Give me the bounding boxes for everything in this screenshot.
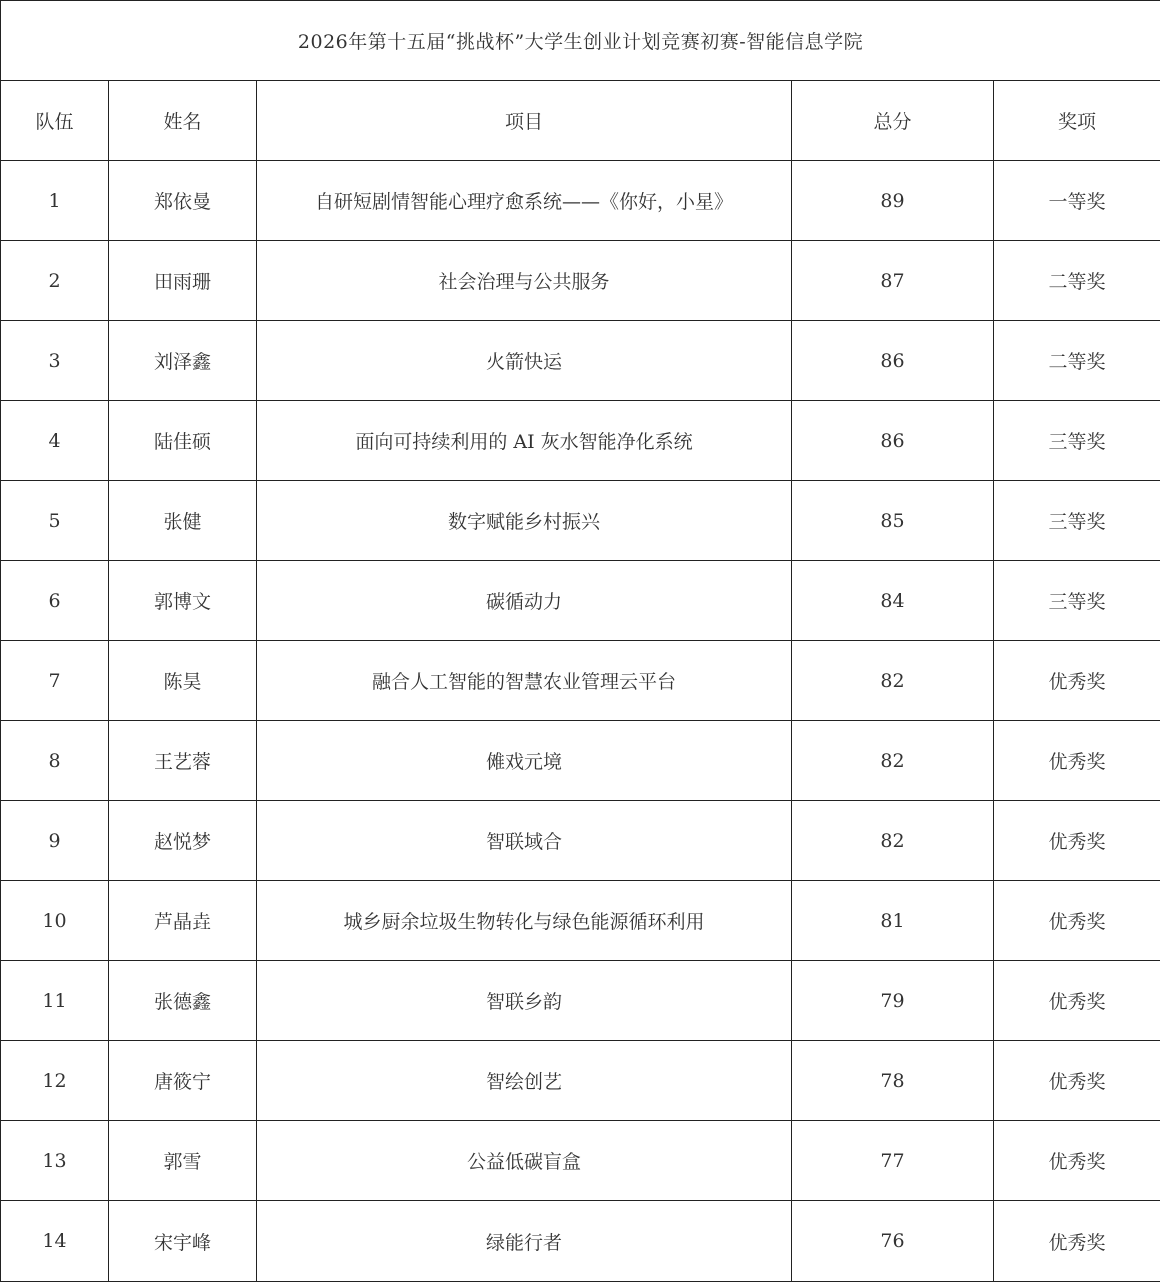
cell-name: 张德鑫	[109, 961, 257, 1041]
cell-name: 赵悦梦	[109, 801, 257, 881]
cell-team: 13	[1, 1121, 109, 1201]
table-row	[1, 241, 1160, 321]
cell-name: 陆佳硕	[109, 401, 257, 481]
cell-project: 火箭快运	[257, 321, 792, 401]
table-row	[1, 481, 1160, 561]
cell-award: 二等奖	[994, 321, 1160, 401]
cell-team: 14	[1, 1201, 109, 1282]
cell-score: 86	[792, 321, 994, 401]
cell-project: 城乡厨余垃圾生物转化与绿色能源循环利用	[257, 881, 792, 961]
cell-award: 三等奖	[994, 481, 1160, 561]
table-row	[1, 1041, 1160, 1121]
cell-team: 7	[1, 641, 109, 721]
cell-award: 三等奖	[994, 561, 1160, 641]
cell-score: 78	[792, 1041, 994, 1121]
table-row	[1, 1121, 1160, 1201]
cell-name: 王艺蓉	[109, 721, 257, 801]
cell-project: 数字赋能乡村振兴	[257, 481, 792, 561]
cell-project: 智绘创艺	[257, 1041, 792, 1121]
cell-project: 智联乡韵	[257, 961, 792, 1041]
cell-award: 优秀奖	[994, 1041, 1160, 1121]
cell-project: 公益低碳盲盒	[257, 1121, 792, 1201]
cell-project: 碳循动力	[257, 561, 792, 641]
cell-score: 85	[792, 481, 994, 561]
cell-name: 宋宇峰	[109, 1201, 257, 1282]
cell-project: 社会治理与公共服务	[257, 241, 792, 321]
cell-name: 陈昊	[109, 641, 257, 721]
cell-score: 84	[792, 561, 994, 641]
header-project: 项目	[257, 81, 792, 161]
cell-name: 刘泽鑫	[109, 321, 257, 401]
cell-score: 82	[792, 641, 994, 721]
cell-team: 12	[1, 1041, 109, 1121]
table-row	[1, 641, 1160, 721]
cell-project: 绿能行者	[257, 1201, 792, 1282]
table-row	[1, 561, 1160, 641]
cell-award: 优秀奖	[994, 641, 1160, 721]
cell-project: 智联域合	[257, 801, 792, 881]
cell-score: 77	[792, 1121, 994, 1201]
cell-score: 79	[792, 961, 994, 1041]
cell-project: 自研短剧情智能心理疗愈系统——《你好，小星》	[257, 161, 792, 241]
table-row	[1, 401, 1160, 481]
cell-score: 82	[792, 721, 994, 801]
header-name: 姓名	[109, 81, 257, 161]
cell-name: 郭博文	[109, 561, 257, 641]
cell-award: 优秀奖	[994, 1121, 1160, 1201]
cell-name: 郑依曼	[109, 161, 257, 241]
cell-team: 11	[1, 961, 109, 1041]
cell-team: 3	[1, 321, 109, 401]
cell-team: 8	[1, 721, 109, 801]
cell-name: 唐筱宁	[109, 1041, 257, 1121]
cell-team: 6	[1, 561, 109, 641]
table-row	[1, 1201, 1160, 1282]
cell-award: 优秀奖	[994, 721, 1160, 801]
header-row	[1, 81, 1160, 161]
cell-team: 2	[1, 241, 109, 321]
table-title: 2026年第十五届“挑战杯”大学生创业计划竞赛初赛-智能信息学院	[1, 1, 1160, 81]
cell-award: 优秀奖	[994, 801, 1160, 881]
cell-project: 傩戏元境	[257, 721, 792, 801]
cell-team: 5	[1, 481, 109, 561]
cell-project: 融合人工智能的智慧农业管理云平台	[257, 641, 792, 721]
cell-team: 4	[1, 401, 109, 481]
cell-name: 田雨珊	[109, 241, 257, 321]
cell-award: 优秀奖	[994, 881, 1160, 961]
cell-score: 76	[792, 1201, 994, 1282]
cell-award: 三等奖	[994, 401, 1160, 481]
cell-name: 张健	[109, 481, 257, 561]
header-award: 奖项	[994, 81, 1160, 161]
table-row	[1, 321, 1160, 401]
cell-team: 1	[1, 161, 109, 241]
table-row	[1, 801, 1160, 881]
cell-team: 10	[1, 881, 109, 961]
table-row	[1, 161, 1160, 241]
table-row	[1, 881, 1160, 961]
cell-team: 9	[1, 801, 109, 881]
cell-score: 87	[792, 241, 994, 321]
cell-award: 优秀奖	[994, 1201, 1160, 1282]
cell-score: 81	[792, 881, 994, 961]
cell-name: 郭雪	[109, 1121, 257, 1201]
header-score: 总分	[792, 81, 994, 161]
table-row	[1, 721, 1160, 801]
cell-score: 82	[792, 801, 994, 881]
table-row	[1, 961, 1160, 1041]
cell-award: 二等奖	[994, 241, 1160, 321]
cell-name: 芦晶垚	[109, 881, 257, 961]
cell-project: 面向可持续利用的 AI 灰水智能净化系统	[257, 401, 792, 481]
cell-award: 优秀奖	[994, 961, 1160, 1041]
cell-score: 86	[792, 401, 994, 481]
cell-award: 一等奖	[994, 161, 1160, 241]
title-row	[1, 1, 1160, 81]
cell-score: 89	[792, 161, 994, 241]
header-team: 队伍	[1, 81, 109, 161]
